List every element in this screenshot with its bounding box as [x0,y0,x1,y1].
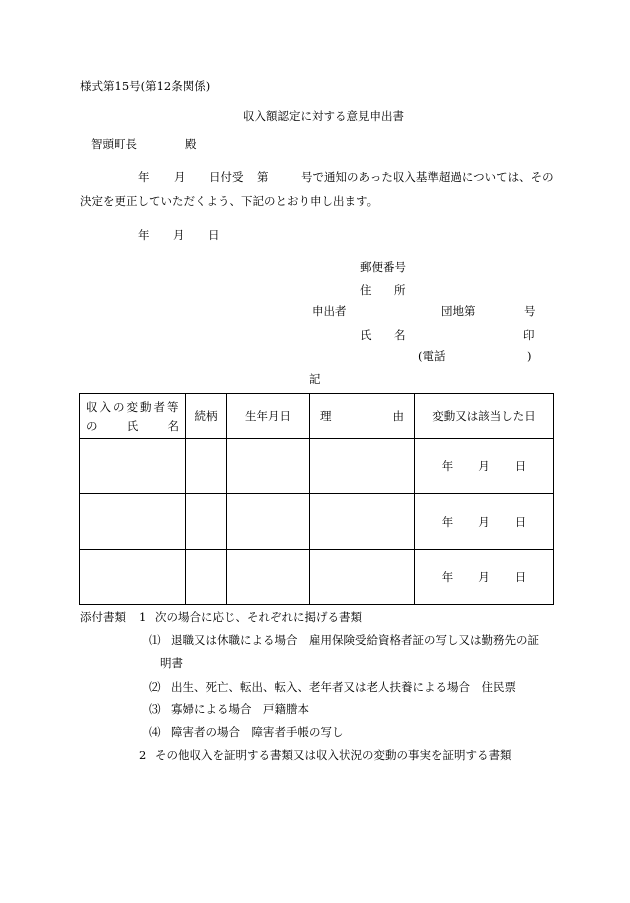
cell-month: 月 [478,459,490,474]
sub-item-3-number: ⑶ [149,702,161,716]
cell-birthdate [227,439,310,494]
complex-label: 団地第 [441,304,476,318]
header-birthdate: 生年月日 [227,394,310,439]
intro-month: 月 [174,170,186,184]
cell-year: 年 [441,514,454,529]
form-number: 様式第15号(第12条関係) [80,79,211,93]
cell-day: 日 [514,514,527,529]
phone-close: ) [527,349,532,363]
addressee-name: 智頭町長 [91,137,137,151]
intro-year: 年 [138,170,150,184]
intro-line1-rest: 号で通知のあった収入基準超過については、その [301,170,554,184]
cell-relation [186,439,227,494]
sub-item-1-text: 退職又は休職による場合 雇用保険受給資格者証の写し又は勤務先の証 [171,633,539,647]
header-reason [310,394,415,439]
cell-changer-name [80,439,186,494]
intro-day-received: 日付受 [209,170,244,184]
cell-reason [310,549,415,604]
name-label-1: 氏 [360,328,372,342]
intro-number-prefix: 第 [257,170,269,184]
header-reason-2: 由 [392,409,404,424]
sub-item-1-number: ⑴ [149,633,161,647]
cell-change-date [415,549,554,604]
applicant-label: 申出者 [312,304,347,318]
cell-birthdate [227,549,310,604]
table-row [80,439,554,494]
address-label-1: 住 [360,283,372,297]
phone-open: (電話 [418,349,446,363]
addressee-honorific: 殿 [185,137,197,151]
form-title: 収入額認定に対する意見申出書 [243,109,404,123]
table-row [80,494,554,549]
table-header-row [80,394,554,439]
cell-reason [310,439,415,494]
attachment-1-text: 次の場合に応じ、それぞれに掲げる書類 [155,610,362,624]
attachment-2-text: その他収入を証明する書類又は収入状況の変動の事実を証明する書類 [155,748,512,762]
cell-birthdate [227,494,310,549]
cell-year: 年 [441,459,454,474]
cell-relation [186,494,227,549]
date-year: 年 [138,228,150,242]
cell-change-date [415,439,554,494]
cell-reason [310,494,415,549]
sub-item-2-number: ⑵ [149,680,161,694]
address-label-2: 所 [394,283,406,297]
sub-item-1-continuation: 明書 [160,656,183,670]
header-change-date: 変動又は該当した日 [415,394,554,439]
date-month: 月 [173,228,185,242]
name-label-2: 名 [394,328,406,342]
cell-month: 月 [478,514,490,529]
sub-item-4-text: 障害者の場合 障害者手帳の写し [171,725,344,739]
ki-heading: 記 [309,372,321,386]
cell-day: 日 [514,569,527,584]
seal-mark: 印 [523,328,535,342]
sub-item-4-number: ⑷ [149,725,161,739]
header-changer-name-line2: の 氏 名 [86,418,179,433]
postal-label: 郵便番号 [360,260,406,274]
header-changer-name-line1: 収入の変動者等 [86,399,179,414]
intro-line2: 決定を更正していただくよう、下記のとおり申し出ます。 [80,194,379,208]
cell-changer-name [80,549,186,604]
change-table [79,393,554,605]
header-reason-1: 理 [320,409,332,424]
header-relation: 続柄 [186,394,227,439]
cell-change-date [415,494,554,549]
attachments-label: 添付書類 [80,610,126,624]
cell-changer-name [80,494,186,549]
sub-item-2-text: 出生、死亡、転出、転入、老年者又は老人扶養による場合 住民票 [171,680,516,694]
table-row [80,549,554,604]
attachment-2-number: 2 [139,748,147,762]
cell-relation [186,549,227,604]
sub-item-3-text: 寡婦による場合 戸籍謄本 [171,702,309,716]
attachment-1-number: 1 [139,610,147,624]
cell-month: 月 [478,569,490,584]
cell-day: 日 [514,459,527,474]
header-changer-name [80,394,186,439]
complex-suffix: 号 [524,304,536,318]
date-day: 日 [208,228,220,242]
cell-year: 年 [441,569,454,584]
